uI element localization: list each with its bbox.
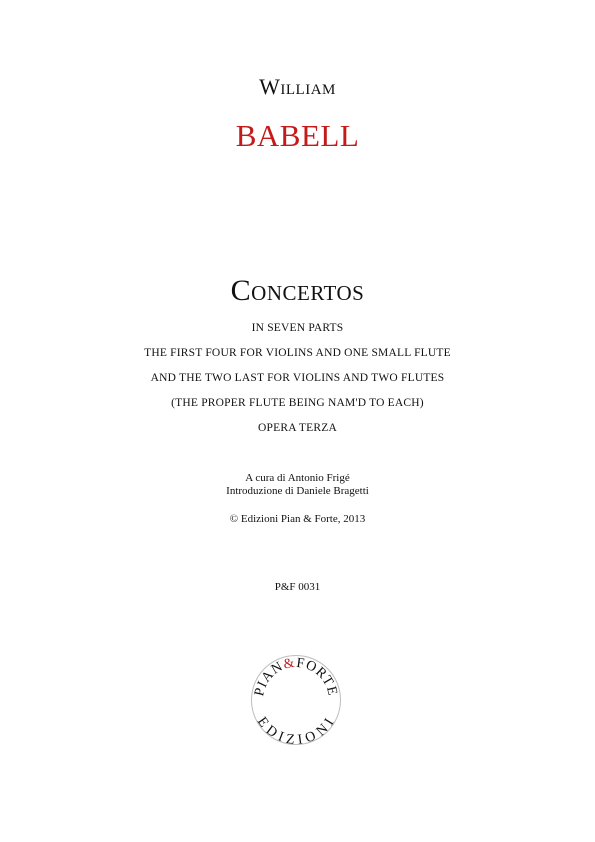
copyright-notice: © Edizioni Pian & Forte, 2013	[229, 513, 366, 525]
introduction-credit: Introduzione di Daniele Bragetti	[226, 485, 369, 497]
catalog-number: P&F 0031	[274, 581, 321, 593]
subtitle-line: OPERA TERZA	[258, 422, 337, 434]
composer-first-name: William	[259, 74, 336, 99]
work-title: Concertos	[230, 274, 365, 307]
subtitle-line: AND THE TWO LAST FOR VIOLINS AND TWO FLUTES	[150, 372, 445, 384]
publisher-seal-graphic	[250, 654, 342, 746]
subtitle-line: IN SEVEN PARTS	[251, 322, 344, 334]
subtitle-line: THE FIRST FOUR FOR VIOLINS AND ONE SMALL FLUTE	[144, 347, 451, 359]
seal-top-text: PIAN&FORTE	[252, 655, 340, 698]
subtitle-line: (THE PROPER FLUTE BEING NAM'D TO EACH)	[171, 397, 424, 409]
composer-last-name: BABELL	[235, 118, 360, 153]
editor-credit: A cura di Antonio Frigé	[245, 472, 350, 484]
seal-bottom-text: EDIZIONI	[253, 714, 339, 746]
publisher-logo-seal	[250, 654, 342, 746]
